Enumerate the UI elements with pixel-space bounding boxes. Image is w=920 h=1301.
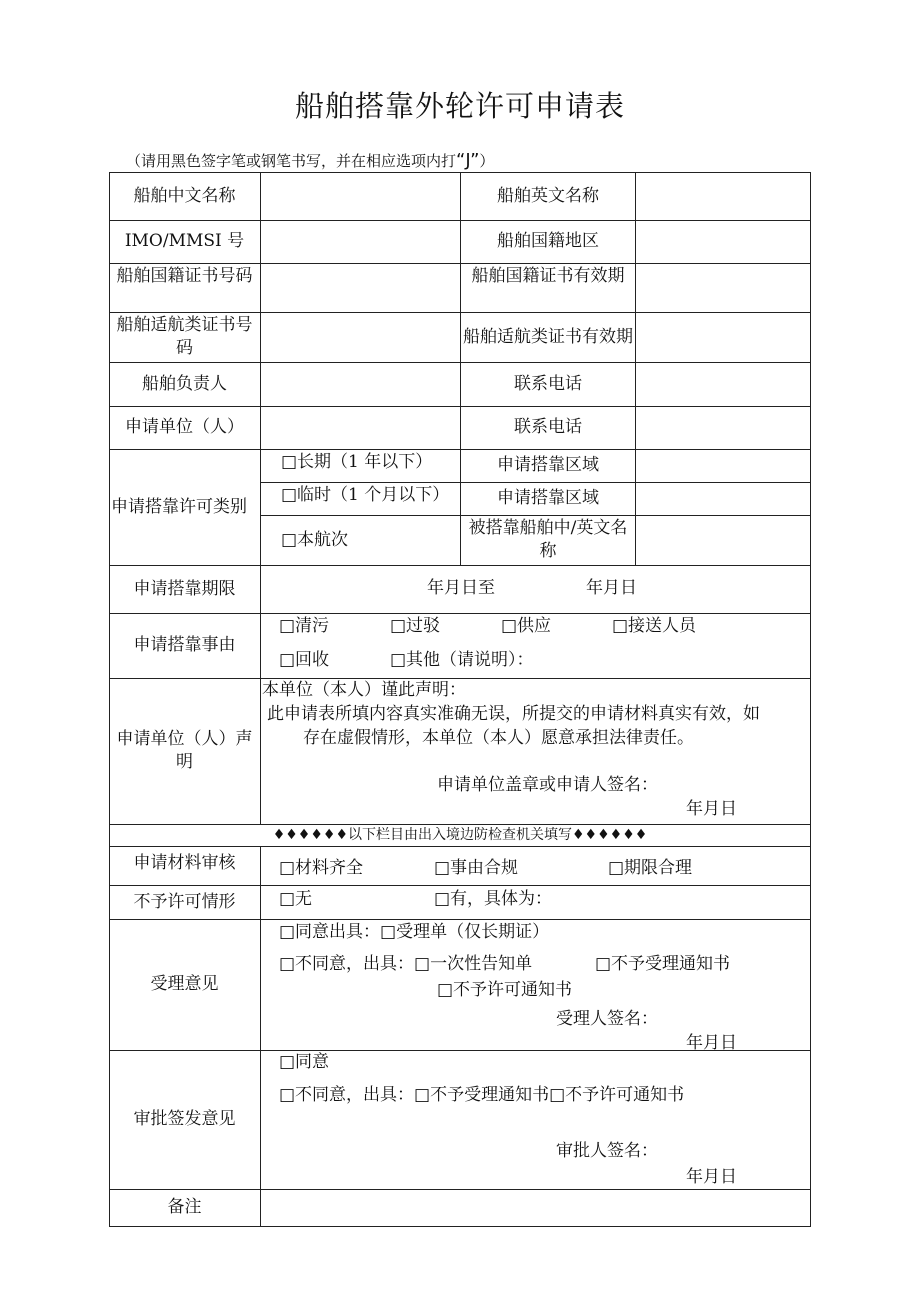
label-applicant-phone: 联系电话 [514, 417, 582, 437]
label-seaworthy-cert-validity: 船舶适航类证书有效期 [463, 326, 633, 347]
option-long-term[interactable]: □长期（1 年以下） [281, 452, 433, 472]
applicant-field[interactable] [261, 406, 460, 449]
grid-line [810, 172, 811, 1227]
nationality-field[interactable] [636, 220, 810, 263]
option-cleaning[interactable]: □清污 [279, 616, 330, 636]
label-declaration: 申请单位（人）声明 [116, 729, 253, 772]
berthing-area-field-1[interactable] [636, 449, 810, 482]
option-reason-compliant[interactable]: □事由合规 [434, 858, 519, 878]
official-use-banner: ♦♦♦♦♦♦以下栏目由出入境边防检查机关填写♦♦♦♦♦♦ [272, 826, 648, 843]
label-manager-phone: 联系电话 [514, 373, 582, 394]
label-imo-mmsi: IMO/MMSI 号 [124, 231, 245, 251]
acceptance-non-permit-notice[interactable]: □不予许可通知书 [437, 980, 573, 1000]
instruction-close: ） [479, 152, 495, 170]
label-target-ship-name: 被搭靠船舶中/英文名称 [468, 518, 628, 561]
declaration-date[interactable]: 年月日 [686, 799, 737, 819]
label-berthing-area-1: 申请搭靠区域 [497, 455, 599, 475]
declaration-text-line2: 存在虚假情形，本单位（本人）愿意承担法律责任。 [303, 728, 694, 748]
option-other[interactable]: □其他（请说明）： [390, 650, 534, 670]
label-nationality-cert-no: 船舶国籍证书号码 [116, 265, 253, 286]
label-refusal: 不予许可情形 [133, 891, 236, 912]
acceptance-non-acceptance-notice[interactable]: □不予受理通知书 [595, 954, 731, 974]
approval-date[interactable]: 年月日 [686, 1167, 737, 1187]
check-mark-text: “J” [456, 150, 480, 171]
grid-line [260, 846, 261, 1227]
target-ship-name-field[interactable] [636, 515, 810, 565]
label-english-name: 船舶英文名称 [497, 185, 599, 206]
option-period-reasonable[interactable]: □期限合理 [608, 858, 693, 878]
berthing-area-field-2[interactable] [636, 482, 810, 515]
acceptance-signature[interactable]: 受理人签名： [556, 1009, 658, 1029]
imo-mmsi-field[interactable] [261, 220, 460, 263]
acceptance-disagree-line[interactable]: □不同意，出具：□一次性告知单 [279, 954, 533, 974]
form-title: 船舶搭靠外轮许可申请表 [294, 89, 625, 123]
approval-disagree-line[interactable]: □不同意，出具：□不予受理通知书□不予许可通知书 [279, 1085, 685, 1105]
approval-signature[interactable]: 审批人签名： [556, 1141, 658, 1161]
ship-manager-field[interactable] [261, 362, 460, 406]
application-form-table [109, 172, 811, 1227]
instruction-text: （请用黑色签字笔或钢笔书写，并在相应选项内打 [126, 152, 457, 170]
english-name-field[interactable] [636, 172, 810, 220]
option-recovery[interactable]: □回收 [279, 650, 330, 670]
applicant-phone-field[interactable] [636, 406, 810, 449]
option-crew-transfer[interactable]: □接送人员 [612, 616, 697, 636]
declaration-heading: 本单位（本人）谨此声明： [262, 680, 466, 700]
label-nationality-cert-validity: 船舶国籍证书有效期 [471, 265, 625, 286]
option-temporary[interactable]: □临时（1 个月以下） [281, 485, 450, 505]
label-approval: 审批签发意见 [133, 1109, 236, 1129]
label-chinese-name: 船舶中文名称 [133, 185, 236, 206]
remarks-field[interactable] [261, 1189, 810, 1226]
label-reason: 申请搭靠事由 [133, 635, 236, 655]
manager-phone-field[interactable] [636, 362, 810, 406]
label-period: 申请搭靠期限 [133, 578, 236, 599]
label-remarks: 备注 [167, 1197, 202, 1217]
option-materials-complete[interactable]: □材料齐全 [279, 858, 364, 878]
label-seaworthy-cert-no: 船舶适航类证书号码 [116, 315, 253, 358]
nationality-cert-no-field[interactable] [261, 263, 460, 312]
grid-line [109, 1226, 811, 1227]
label-materials-review: 申请材料审核 [133, 853, 236, 873]
label-acceptance: 受理意见 [150, 974, 219, 994]
seaworthy-cert-no-field[interactable] [261, 312, 460, 362]
acceptance-date[interactable]: 年月日 [686, 1033, 737, 1050]
approval-agree[interactable]: □同意 [279, 1052, 330, 1072]
period-from-date[interactable]: 年月日至 [427, 578, 495, 598]
instruction-note [126, 150, 494, 171]
label-berthing-area-2: 申请搭靠区域 [497, 488, 599, 508]
declaration-signature[interactable]: 申请单位盖章或申请人签名： [437, 775, 658, 795]
option-refusal-none[interactable]: □无 [279, 889, 313, 909]
label-permit-type: 申请搭靠许可类别 [111, 496, 247, 517]
option-supply[interactable]: □供应 [501, 616, 552, 636]
declaration-text-line1: 此申请表所填内容真实准确无误，所提交的申请材料真实有效，如 [267, 704, 760, 724]
seaworthy-cert-validity-field[interactable] [636, 312, 810, 362]
nationality-cert-validity-field[interactable] [636, 263, 810, 312]
acceptance-agree-line[interactable]: □同意出具：□受理单（仅长期证） [279, 922, 550, 942]
label-applicant: 申请单位（人） [125, 417, 244, 437]
period-to-date[interactable]: 年月日 [586, 578, 637, 598]
option-transfer[interactable]: □过驳 [390, 616, 441, 636]
chinese-name-field[interactable] [261, 172, 460, 220]
option-refusal-yes[interactable]: □有，具体为： [434, 889, 553, 909]
label-nationality: 船舶国籍地区 [497, 231, 599, 251]
option-this-voyage[interactable]: □本航次 [281, 530, 349, 550]
label-ship-manager: 船舶负责人 [142, 373, 227, 394]
